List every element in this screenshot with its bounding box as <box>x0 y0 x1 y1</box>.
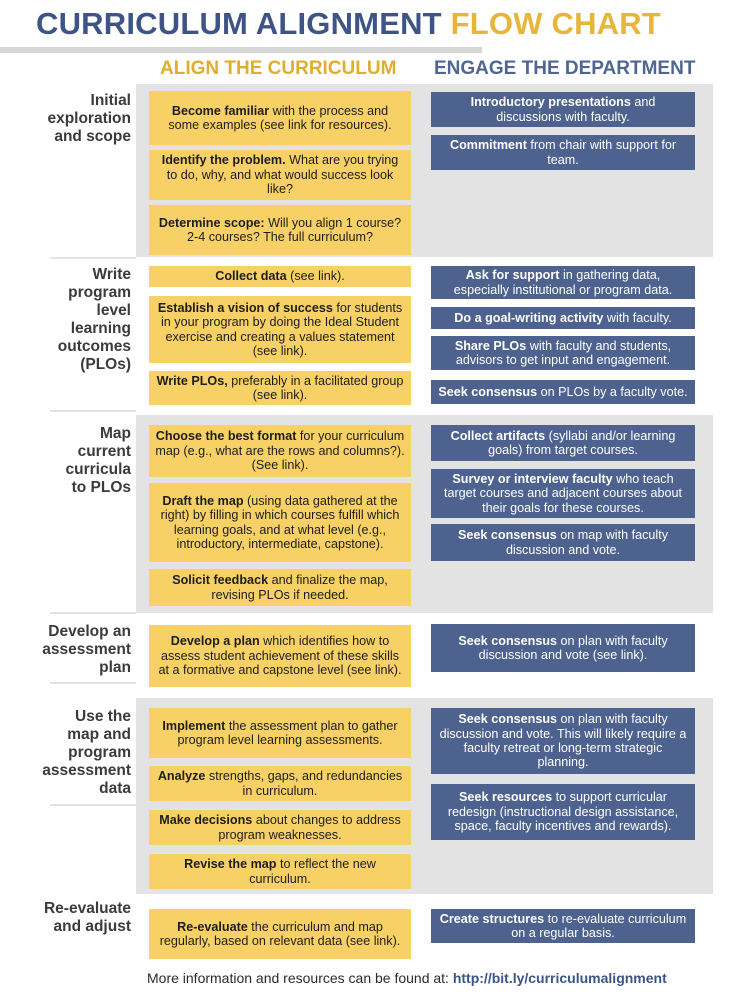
stage-label-initial-exploration: Initial exploration and scope <box>47 92 131 145</box>
step-commitment: Commitment from chair with support for team. <box>431 135 695 170</box>
step-ask-for-support: Ask for support in gathering data, especially institutional or program data. <box>431 266 695 299</box>
column-heading-engage: ENGAGE THE DEPARTMENT <box>434 58 696 79</box>
title-part-2: FLOW CHART <box>450 6 661 41</box>
step-develop-plan: Develop a plan which identifies how to assess student achievement of these skills at a formative and capstone level (see link). <box>149 625 411 687</box>
title-part-1: CURRICULUM ALIGNMENT <box>36 6 442 41</box>
step-choose-format: Choose the best format for your curriculum map (e.g., what are the rows and columns?). (See link). <box>149 425 411 477</box>
step-determine-scope: Determine scope: Will you align 1 course? 2-4 courses? The full curriculum? <box>149 205 411 255</box>
step-survey-faculty: Survey or interview faculty who teach target courses and adjacent courses about their goals for these courses. <box>431 469 695 518</box>
step-revise-map: Revise the map to reflect the new curriculum. <box>149 854 411 889</box>
step-identify-problem: Identify the problem. What are you trying to do, why, and what would success look like? <box>149 150 411 200</box>
step-share-plos: Share PLOs with faculty and students, advisors to get input and engagement. <box>431 336 695 370</box>
stage-divider <box>50 612 136 614</box>
step-seek-consensus-retreat: Seek consensus on plan with faculty discussion and vote. This will likely require a faculty retreat or long-term strategic planning. <box>431 708 695 774</box>
step-seek-consensus-plan: Seek consensus on plan with faculty discussion and vote (see link). <box>431 624 695 672</box>
step-seek-consensus-map: Seek consensus on map with faculty discussion and vote. <box>431 524 695 561</box>
step-seek-consensus-plos: Seek consensus on PLOs by a faculty vote. <box>431 380 695 404</box>
stage-divider <box>50 257 136 259</box>
footer-link[interactable]: http://bit.ly/curriculumalignment <box>452 970 667 986</box>
step-implement: Implement the assessment plan to gather program level learning assessments. <box>149 708 411 758</box>
step-draft-map: Draft the map (using data gathered at the right) by filling in which courses fulfill which learning goals, and at what level (e.g., introductory, intermediate, capstone). <box>149 483 411 562</box>
step-collect-artifacts: Collect artifacts (syllabi and/or learning goals) from target courses. <box>431 425 695 461</box>
stage-divider <box>50 410 136 412</box>
step-goal-writing: Do a goal-writing activity with faculty. <box>431 307 695 329</box>
stage-label-assessment-plan: Develop an assessment plan <box>42 623 131 676</box>
step-seek-resources: Seek resources to support curricular redesign (instructional design assistance, space, faculty incentives and rewards). <box>431 784 695 840</box>
footer <box>147 970 667 986</box>
stage-divider <box>50 682 136 684</box>
step-re-evaluate: Re-evaluate the curriculum and map regularly, based on relevant data (see link). <box>149 909 411 959</box>
step-become-familiar: Become familiar with the process and some examples (see link for resources). <box>149 91 411 145</box>
step-make-decisions: Make decisions about changes to address program weaknesses. <box>149 810 411 845</box>
footer-text: More information and resources can be found at: <box>147 970 449 986</box>
step-solicit-feedback: Solicit feedback and finalize the map, revising PLOs if needed. <box>149 569 411 606</box>
column-heading-align: ALIGN THE CURRICULUM <box>160 58 397 79</box>
stage-label-map-curricula: Map current curricula to PLOs <box>65 425 131 496</box>
step-write-plos: Write PLOs, preferably in a facilitated group (see link). <box>149 371 411 405</box>
step-collect-data: Collect data (see link). <box>149 266 411 287</box>
stage-label-use-data: Use the map and program assessment data <box>42 708 131 797</box>
step-create-structures: Create structures to re-evaluate curriculum on a regular basis. <box>431 909 695 943</box>
step-vision-of-success: Establish a vision of success for students in your program by doing the Ideal Student exercise and creating a values statement (see link). <box>149 296 411 363</box>
stage-label-write-plos: Write program level learning outcomes (PLOs) <box>57 266 131 373</box>
stage-label-re-evaluate: Re-evaluate and adjust <box>43 900 131 935</box>
stage-divider <box>50 804 136 806</box>
title-divider <box>0 47 482 53</box>
step-introductory-presentations: Introductory presentations and discussions with faculty. <box>431 92 695 127</box>
step-analyze: Analyze strengths, gaps, and redundancies in curriculum. <box>149 766 411 801</box>
page-title <box>36 6 661 42</box>
